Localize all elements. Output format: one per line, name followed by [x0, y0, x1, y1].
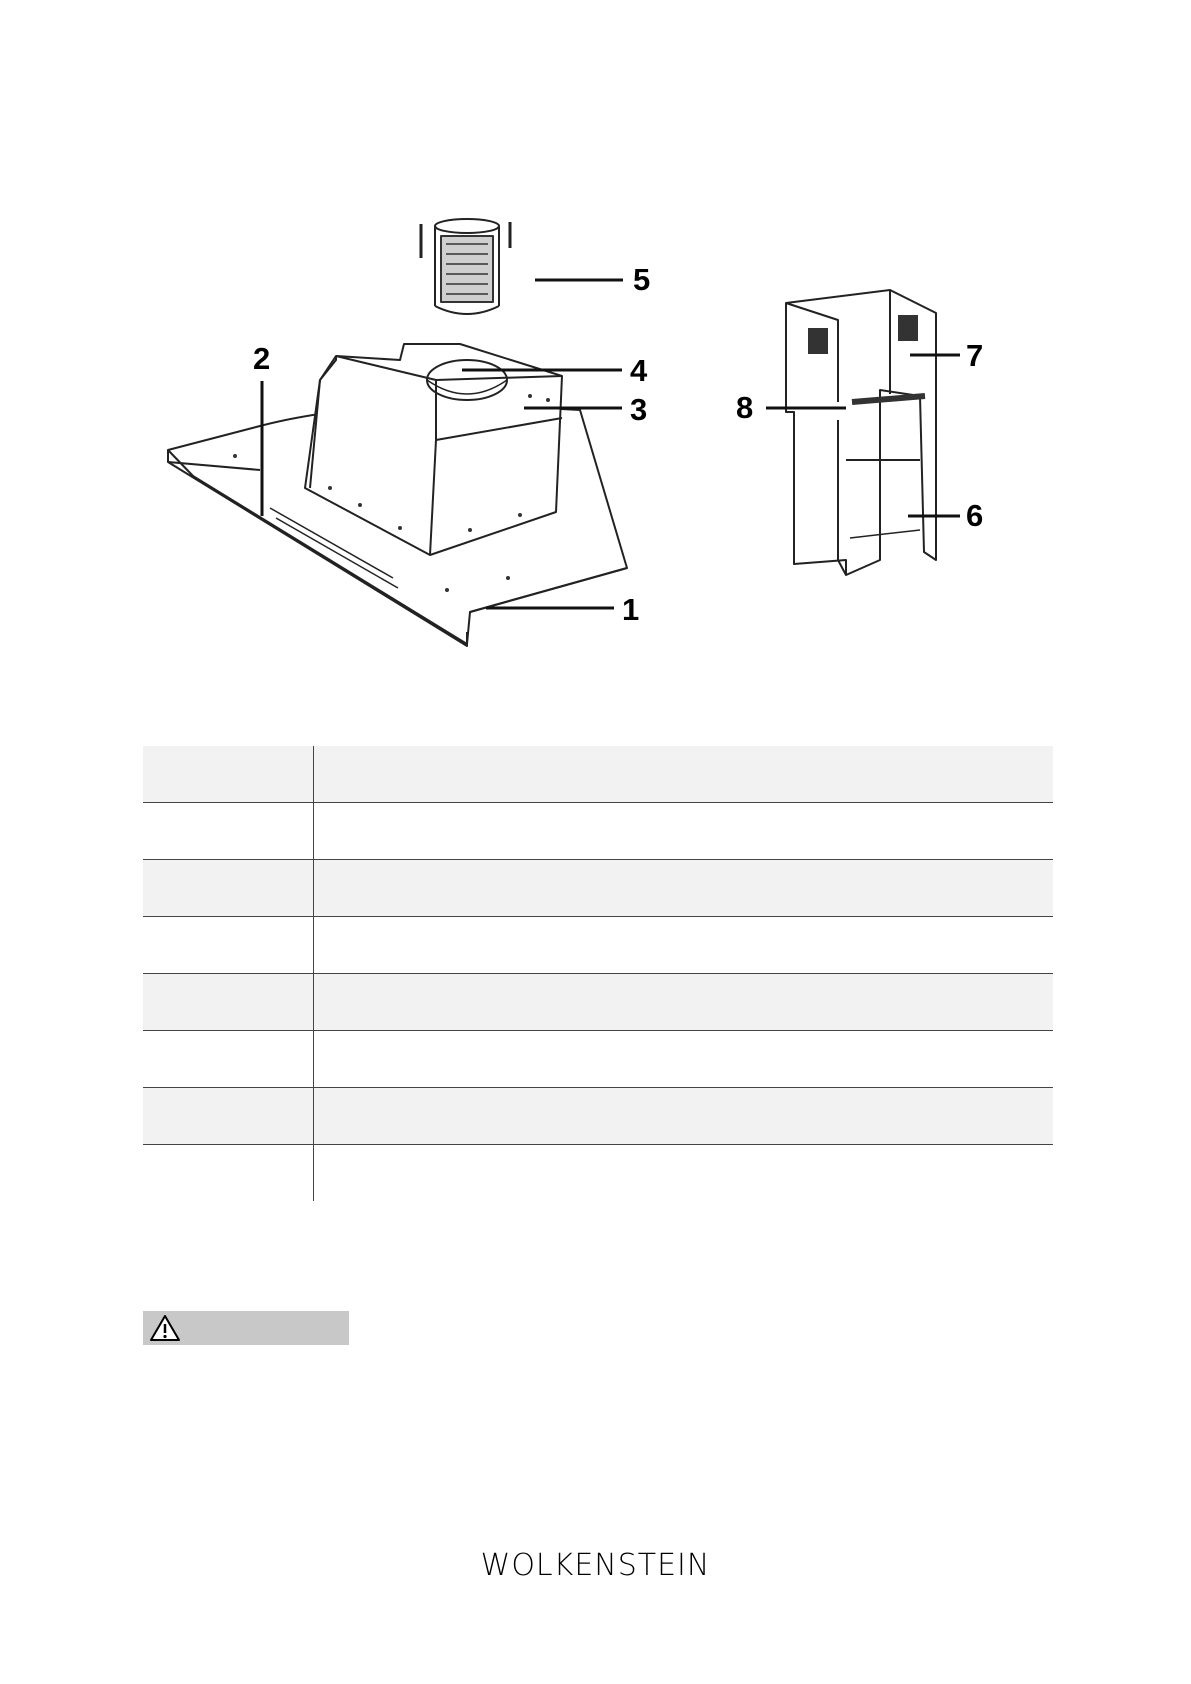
callout-5: 5 — [633, 262, 651, 297]
part-number-cell — [143, 1031, 314, 1088]
table-row — [143, 1145, 1053, 1202]
table-row — [143, 917, 1053, 974]
part-description-cell — [314, 1088, 1054, 1145]
table-row — [143, 974, 1053, 1031]
part-description-cell — [314, 803, 1054, 860]
carbon-filter-drawing — [421, 219, 510, 314]
table-row — [143, 1088, 1053, 1145]
callout-4: 4 — [630, 353, 648, 388]
part-number-cell — [143, 1145, 314, 1202]
table-row — [143, 746, 1053, 803]
part-description-cell — [314, 974, 1054, 1031]
callout-2: 2 — [253, 341, 271, 376]
callout-3: 3 — [630, 392, 648, 427]
part-number-cell — [143, 860, 314, 917]
table-row — [143, 1031, 1053, 1088]
part-description-cell — [314, 860, 1054, 917]
hood-drawing — [0, 0, 1191, 700]
callout-8: 8 — [736, 390, 754, 425]
warning-triangle-icon — [149, 1314, 181, 1342]
part-number-cell — [143, 803, 314, 860]
part-description-cell — [314, 1145, 1054, 1202]
part-description-cell — [314, 1031, 1054, 1088]
part-number-cell — [143, 974, 314, 1031]
parts-table — [143, 746, 1053, 1201]
table-row — [143, 860, 1053, 917]
callout-6: 6 — [966, 498, 984, 533]
part-number-cell — [143, 917, 314, 974]
brand-logo: WOLKENSTEIN — [480, 1548, 711, 1583]
callout-7: 7 — [966, 338, 984, 373]
parts-diagram — [0, 0, 1191, 700]
part-number-cell — [143, 746, 314, 803]
warning-heading-bar — [143, 1311, 349, 1345]
part-description-cell — [314, 917, 1054, 974]
part-description-cell — [314, 746, 1054, 803]
chimney-drawing — [786, 290, 936, 575]
part-number-cell — [143, 1088, 314, 1145]
table-row — [143, 803, 1053, 860]
callout-1: 1 — [622, 592, 640, 627]
